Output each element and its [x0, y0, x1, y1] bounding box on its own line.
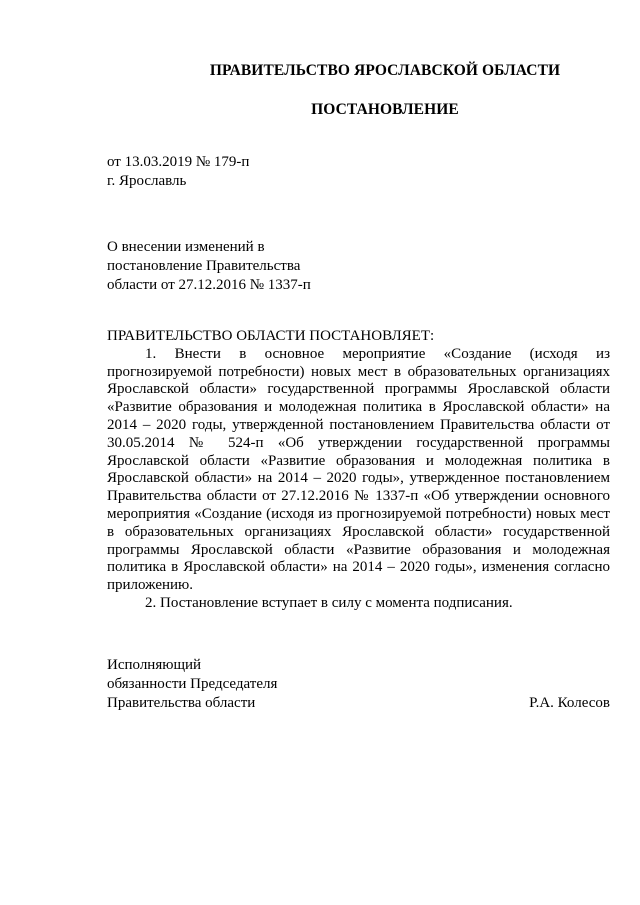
signatory-position-line: Исполняющий [107, 657, 202, 673]
signatory-name: Р.А. Колесов [529, 695, 610, 711]
signatory-position-line: обязанности Председателя [107, 676, 278, 692]
document-type: ПОСТАНОВЛЕНИЕ [311, 101, 459, 118]
subject-line: области от 27.12.2016 № 1337-п [107, 277, 311, 293]
document-city: г. Ярославль [107, 173, 187, 189]
subject-line: О внесении изменений в [107, 239, 265, 255]
document-date-number: от 13.03.2019 № 179-п [107, 154, 250, 170]
body-paragraph-1: 1. Внести в основное мероприятие «Создание (исходя из прогнозируемой потребности) новых мест в образовательных организациях Ярославской области» государственной программы Ярославской области «Развитие образования и молодежная политика в Ярославской области» на 2014 – 2020 годы, утвержденной постановлением Правительства области от 30.05.2014 № 524-п «Об утверждении государственной программы Ярославской области «Развитие образования и молодежная политика в Ярославской области» на 2014 – 2020 годы», утвержденное постановлением Правительства области от 27.12.2016 № 1337-п «Об утверждении основного мероприятия «Создание (исходя из прогнозируемой потребности) новых мест в образовательных организациях Ярославской области» государственной программы Ярославской области «Развитие образования и молодежная политика в Ярославской области» на 2014 – 2020 годы», изменения согласно приложению. [107, 345, 610, 594]
document-subject [107, 238, 347, 295]
government-name: ПРАВИТЕЛЬСТВО ЯРОСЛАВСКОЙ ОБЛАСТИ [209, 62, 561, 79]
body-paragraph-2: 2. Постановление вступает в силу с момента подписания. [145, 594, 513, 611]
subject-line: постановление Правительства [107, 258, 301, 274]
signatory-position-line: Правительства области [107, 695, 256, 711]
decree-heading: ПРАВИТЕЛЬСТВО ОБЛАСТИ ПОСТАНОВЛЯЕТ: [107, 328, 435, 344]
document-body [107, 328, 610, 613]
signature-block [107, 656, 610, 713]
